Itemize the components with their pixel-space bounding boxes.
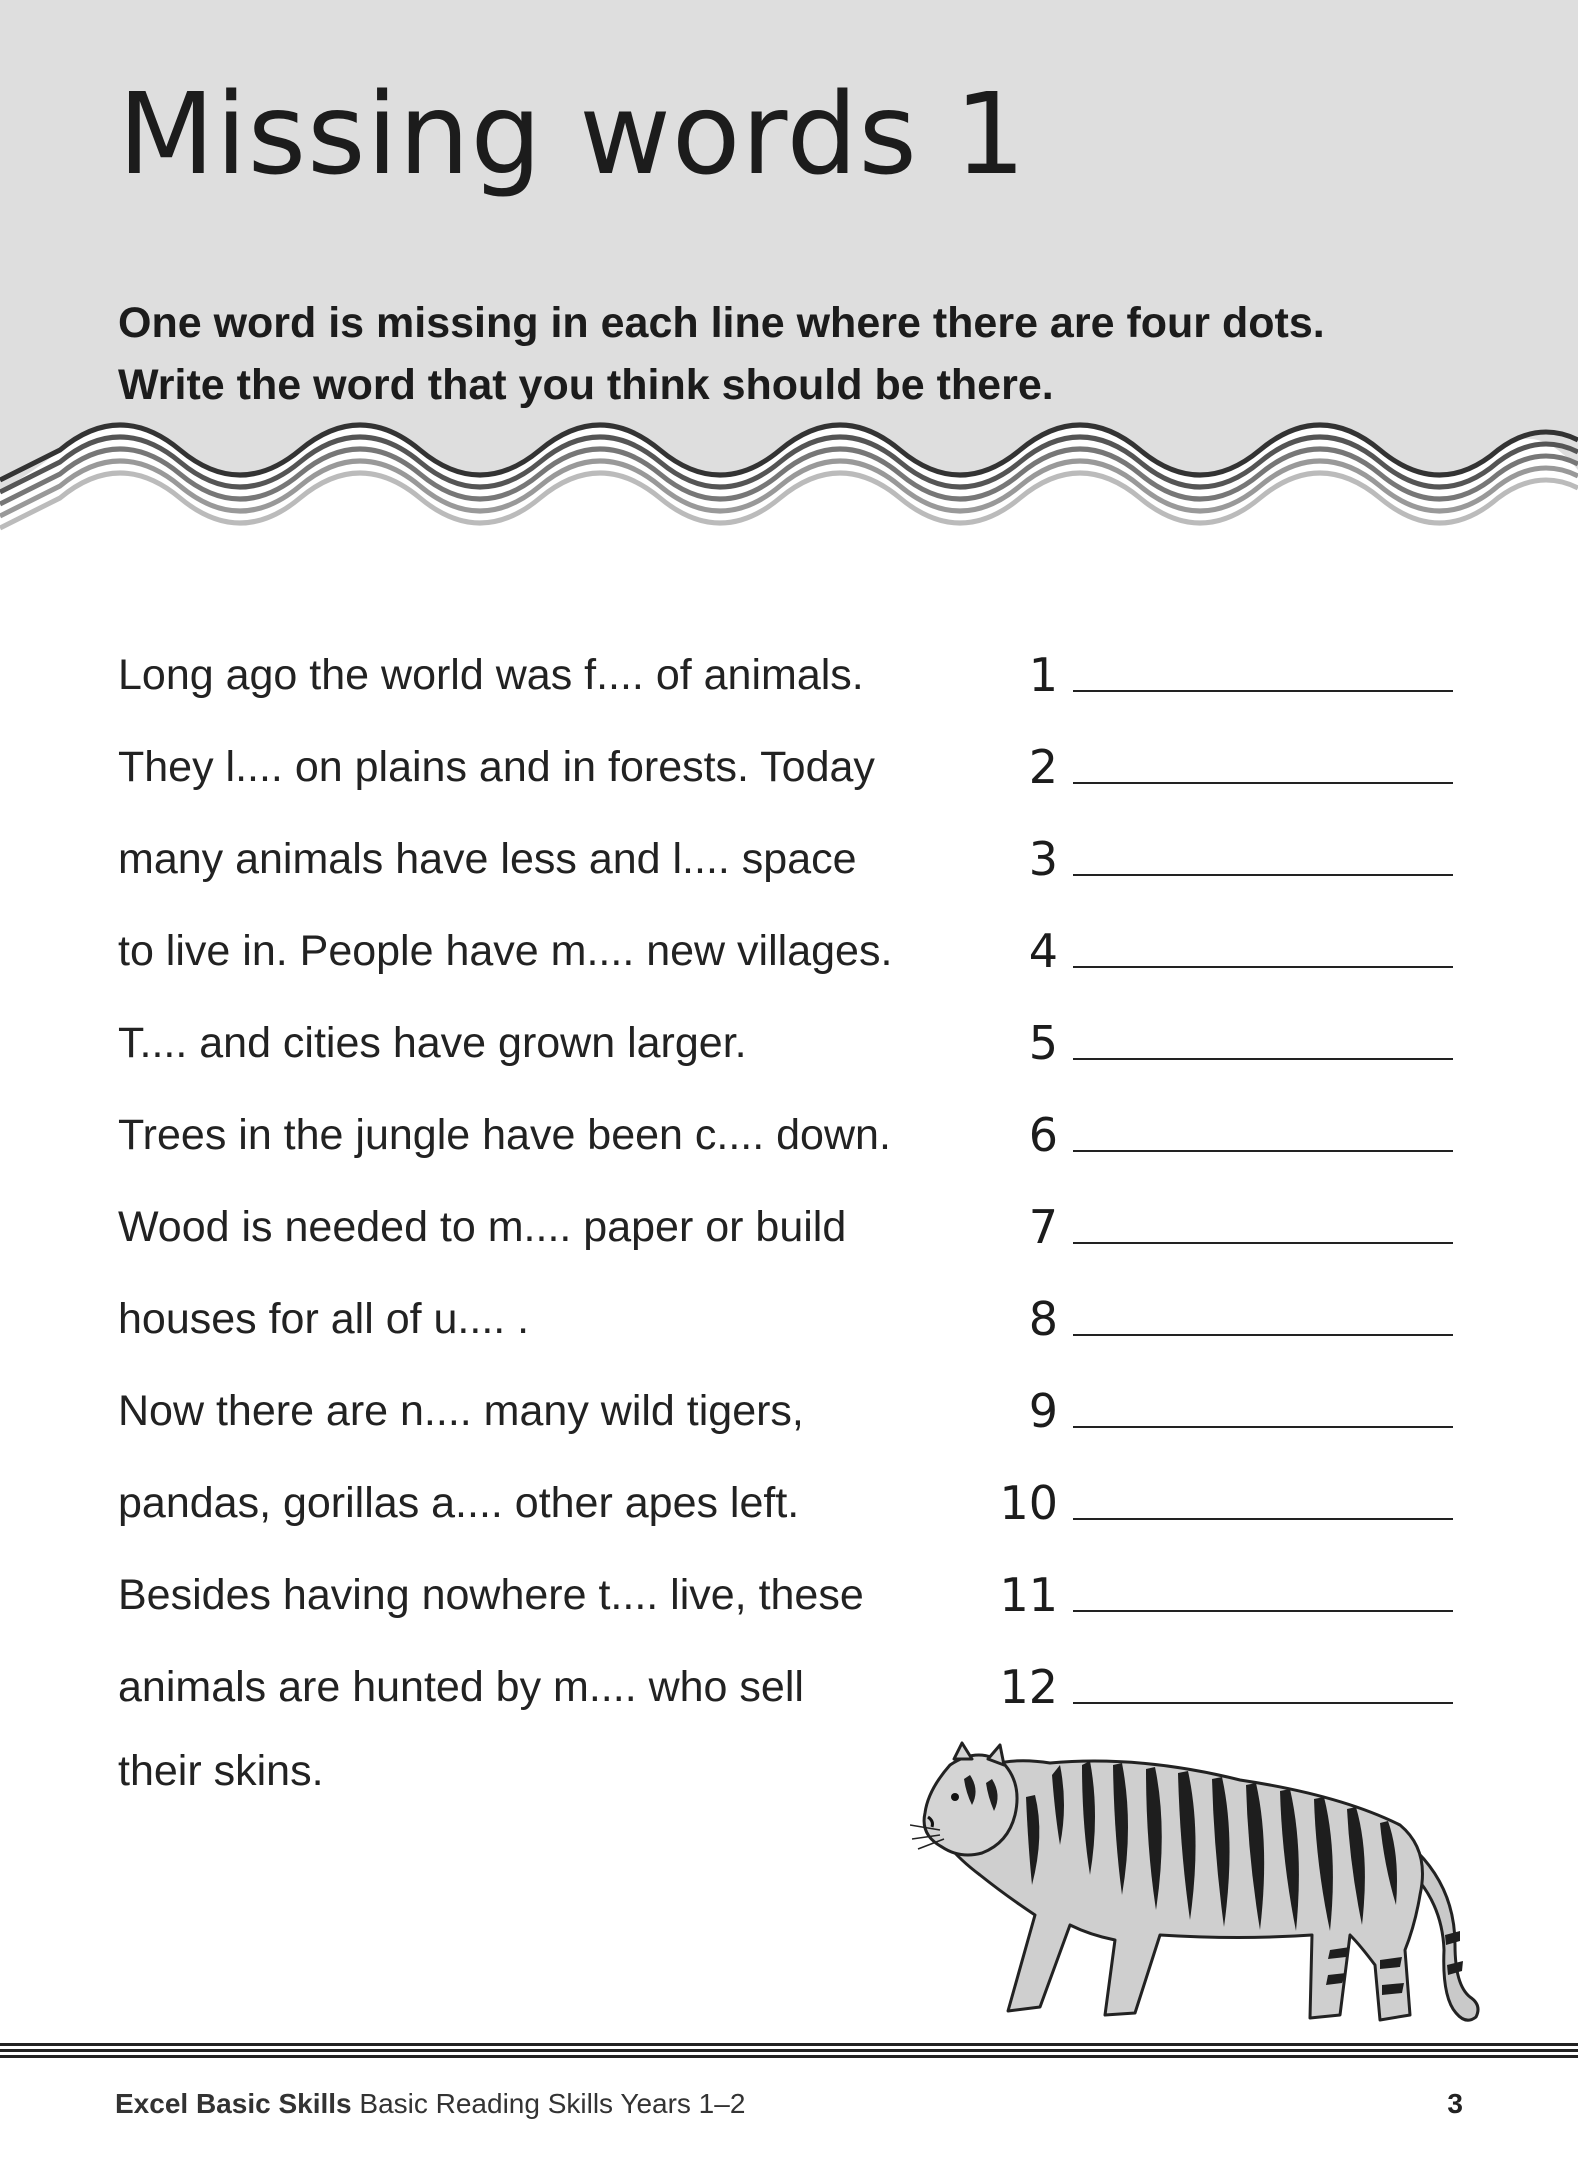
exercise-row bbox=[118, 1284, 1458, 1354]
question-number: 9 bbox=[1028, 1384, 1058, 1438]
exercise-row bbox=[118, 824, 1458, 894]
page-title: Missing words 1 bbox=[118, 70, 1027, 200]
sentence: pandas, gorillas a.... other apes left. bbox=[118, 1479, 800, 1527]
instruction-line: One word is missing in each line where there are four dots. bbox=[118, 299, 1325, 347]
exercise-row bbox=[118, 1468, 1458, 1538]
closing-line: their skins. bbox=[118, 1747, 324, 1795]
answer-line[interactable] bbox=[1073, 1334, 1453, 1336]
tiger-illustration bbox=[910, 1735, 1490, 2035]
exercise-row bbox=[118, 732, 1458, 802]
footer-book-title: Basic Reading Skills Years 1–2 bbox=[359, 2088, 746, 2119]
exercise-row bbox=[118, 640, 1458, 710]
page-number: 3 bbox=[1447, 2088, 1463, 2119]
header-band bbox=[0, 0, 1578, 560]
question-number: 10 bbox=[999, 1476, 1058, 1530]
question-number: 7 bbox=[1028, 1200, 1058, 1254]
question-number: 1 bbox=[1028, 648, 1058, 702]
answer-line[interactable] bbox=[1073, 782, 1453, 784]
question-number: 5 bbox=[1028, 1016, 1058, 1070]
exercise-row bbox=[118, 1560, 1458, 1630]
answer-line[interactable] bbox=[1073, 1242, 1453, 1244]
answer-line[interactable] bbox=[1073, 1518, 1453, 1520]
question-number: 3 bbox=[1028, 832, 1058, 886]
instructions bbox=[118, 292, 1418, 416]
footer-brand: Excel Basic Skills bbox=[115, 2088, 352, 2119]
footer-divider bbox=[0, 2043, 1578, 2059]
question-number: 6 bbox=[1028, 1108, 1058, 1162]
sentence: Wood is needed to m.... paper or build bbox=[118, 1203, 847, 1251]
answer-line[interactable] bbox=[1073, 1058, 1453, 1060]
sentence: Long ago the world was f.... of animals. bbox=[118, 651, 864, 699]
sentence: animals are hunted by m.... who sell bbox=[118, 1663, 804, 1711]
exercise-row bbox=[118, 1376, 1458, 1446]
question-number: 8 bbox=[1028, 1292, 1058, 1346]
question-number: 12 bbox=[999, 1660, 1058, 1714]
sentence: houses for all of u.... . bbox=[118, 1295, 530, 1343]
instruction-line: Write the word that you think should be there. bbox=[118, 361, 1054, 409]
sentence: They l.... on plains and in forests. Today bbox=[118, 743, 875, 791]
sentence: Trees in the jungle have been c.... down. bbox=[118, 1111, 891, 1159]
answer-line[interactable] bbox=[1073, 966, 1453, 968]
answer-line[interactable] bbox=[1073, 1150, 1453, 1152]
question-number: 11 bbox=[999, 1568, 1058, 1622]
answer-line[interactable] bbox=[1073, 1702, 1453, 1704]
question-number: 2 bbox=[1028, 740, 1058, 794]
answer-line[interactable] bbox=[1073, 1610, 1453, 1612]
exercise-row bbox=[118, 916, 1458, 986]
answer-line[interactable] bbox=[1073, 1426, 1453, 1428]
sentence: many animals have less and l.... space bbox=[118, 835, 857, 883]
question-number: 4 bbox=[1028, 924, 1058, 978]
exercise-row bbox=[118, 1100, 1458, 1170]
sentence: T.... and cities have grown larger. bbox=[118, 1019, 747, 1067]
footer-credit bbox=[115, 2088, 745, 2120]
exercise-row bbox=[118, 1192, 1458, 1262]
exercise-row bbox=[118, 1008, 1458, 1078]
answer-line[interactable] bbox=[1073, 690, 1453, 692]
sentence: to live in. People have m.... new villages. bbox=[118, 927, 893, 975]
exercise-row bbox=[118, 1652, 1458, 1722]
sentence: Besides having nowhere t.... live, these bbox=[118, 1571, 864, 1619]
answer-line[interactable] bbox=[1073, 874, 1453, 876]
sentence: Now there are n.... many wild tigers, bbox=[118, 1387, 804, 1435]
